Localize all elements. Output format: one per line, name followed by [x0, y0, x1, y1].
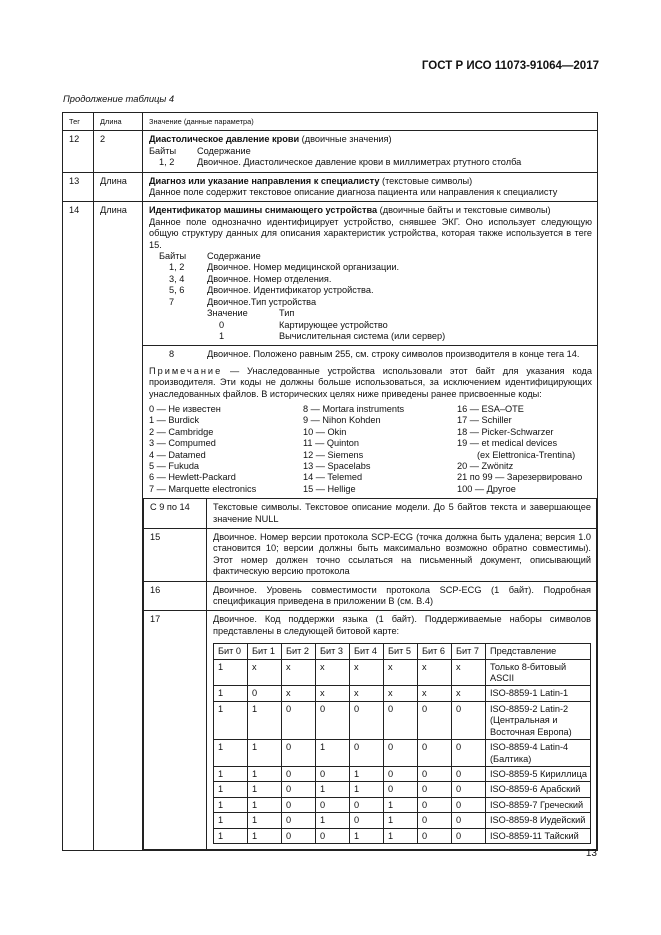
byte-key: 8	[169, 349, 175, 360]
subtable-row	[144, 499, 597, 529]
byte-8-row	[159, 349, 592, 360]
byte-value: Двоичное. Номер отделения.	[207, 273, 332, 284]
code-item: 3 — Compumed	[149, 438, 216, 449]
bitmap-bit: 1	[350, 782, 384, 797]
bitmap-bit: 0	[282, 782, 316, 797]
byte-key: 7	[169, 296, 175, 307]
note-label: Примечание	[149, 365, 223, 376]
bitmap-bit: 0	[452, 701, 486, 739]
bitmap-bit: 0	[282, 828, 316, 843]
bitmap-bit: 0	[452, 797, 486, 812]
code-item: 14 — Telemed	[303, 472, 363, 483]
bitmap-bit: 1	[248, 766, 282, 781]
type-value: 1	[219, 330, 225, 341]
bitmap-bit: 0	[452, 782, 486, 797]
language-bitmap-table	[213, 643, 591, 844]
bitmap-bit: 0	[418, 797, 452, 812]
bitmap-bit: 0	[418, 828, 452, 843]
bitmap-row	[214, 686, 591, 701]
content-header: Содержание	[207, 251, 261, 262]
bitmap-bit: 0	[282, 813, 316, 828]
byte-8-block	[143, 345, 597, 498]
document-standard-header: ГОСТ Р ИСО 11073-91064—2017	[421, 60, 599, 72]
byte-key: 5, 6	[169, 285, 185, 296]
bitmap-representation: ISO-8859-2 Latin-2 (Центральная и Восточная Европа)	[486, 701, 591, 739]
byte-description: Текстовые символы. Текстовое описание модели. До 5 байтов текста и завершающее значение NULL	[207, 499, 597, 529]
bitmap-bit: 0	[350, 797, 384, 812]
bitmap-bit: 0	[282, 797, 316, 812]
bitmap-bit: 0	[384, 740, 418, 767]
code-item: (ex Elettronica-Trentina)	[477, 449, 576, 460]
byte-value: Двоичное. Номер медицинской организации.	[207, 262, 400, 273]
codes-column-1	[149, 404, 303, 495]
byte-range: 16	[144, 581, 207, 611]
code-item: 18 — Picker-Schwarzer	[457, 426, 554, 437]
bitmap-bit: 0	[350, 813, 384, 828]
bitmap-bit: 1	[248, 797, 282, 812]
bitmap-row	[214, 797, 591, 812]
codes-column-2	[303, 404, 457, 495]
bitmap-bit: 0	[384, 766, 418, 781]
bytes-header: Байты	[149, 145, 177, 156]
bitmap-header: Бит 7	[452, 644, 486, 659]
bitmap-bit: 1	[384, 797, 418, 812]
type-name: Вычислительная система (или сервер)	[279, 330, 446, 341]
byte-key: 1, 2	[159, 157, 175, 168]
bitmap-bit: 1	[384, 813, 418, 828]
bitmap-bit: 0	[384, 701, 418, 739]
bitmap-bit: 1	[214, 740, 248, 767]
bitmap-representation: ISO-8859-6 Арабский	[486, 782, 591, 797]
code-item: 1 — Burdick	[149, 415, 200, 426]
bitmap-bit: x	[248, 659, 282, 686]
byte-value: Двоичное. Положено равным 255, см. строку символов производителя в конце тега 14.	[207, 349, 580, 360]
byte-value: Двоичное. Диастолическое давление крови в миллиметрах ртутного столба	[197, 157, 522, 168]
codes-column-3	[457, 404, 592, 495]
bitmap-bit: 1	[316, 740, 350, 767]
byte-description	[207, 611, 597, 850]
code-item: 19 — et medical devices	[457, 438, 558, 449]
byte-range: 15	[144, 529, 207, 582]
bitmap-row	[214, 701, 591, 739]
code-item: 100 — Другое	[457, 483, 516, 494]
column-header-length: Длина	[94, 113, 143, 131]
code-item: 10 — Okin	[303, 426, 347, 437]
row-title-suffix: (двоичные байты и текстовые символы)	[377, 205, 551, 216]
bitmap-bit: 0	[316, 701, 350, 739]
tag-cell: 14	[63, 202, 94, 851]
tag14-intro-block	[143, 202, 597, 345]
language-support-text: Двоичное. Код поддержки языка (1 байт). Поддерживаемые наборы символов представлены в следующей битовой карте:	[213, 614, 591, 636]
value-cell	[143, 202, 598, 851]
bitmap-row	[214, 766, 591, 781]
byte-range: 17	[144, 611, 207, 850]
byte-description: Двоичное. Номер версии протокола SCP-ECG (точка должна быть удалена; версия 1.0 становится 10; версии должны быть максимально возможно обратно совместимы). Этот номер должен точно ссылаться на письменный документ, описывающий фактическую версию протокола	[207, 529, 597, 582]
content-header: Содержание	[197, 145, 251, 156]
bitmap-bit: 0	[316, 766, 350, 781]
row-title-suffix: (двоичные значения)	[299, 134, 392, 145]
bitmap-bit: 0	[282, 701, 316, 739]
byte-key: 3, 4	[169, 273, 185, 284]
type-header: Тип	[279, 308, 295, 319]
subtable-row	[144, 581, 597, 611]
value-header: Значение	[207, 308, 248, 319]
bitmap-bit: 0	[384, 782, 418, 797]
value-cell	[143, 131, 598, 172]
bitmap-header: Бит 5	[384, 644, 418, 659]
row-title-suffix: (текстовые символы)	[379, 175, 473, 186]
bitmap-representation: ISO-8859-7 Греческий	[486, 797, 591, 812]
code-item: 5 — Fukuda	[149, 460, 200, 471]
bitmap-bit: 1	[248, 782, 282, 797]
bytes-header: Байты	[159, 251, 187, 262]
bitmap-representation: ISO-8859-5 Кириллица	[486, 766, 591, 781]
code-item: 7 — Marquette electronics	[149, 483, 257, 494]
bitmap-bit: 1	[214, 828, 248, 843]
column-header-tag: Тег	[63, 113, 94, 131]
code-item: 9 — Nihon Kohden	[303, 415, 381, 426]
bitmap-bit: 0	[316, 797, 350, 812]
bitmap-bit: x	[418, 686, 452, 701]
bitmap-header-row	[214, 644, 591, 659]
code-item: 4 — Datamed	[149, 449, 206, 460]
bitmap-bit: x	[452, 686, 486, 701]
bitmap-bit: 0	[282, 740, 316, 767]
bitmap-header: Бит 6	[418, 644, 452, 659]
byte-description: Двоичное. Уровень совместимости протокола SCP-ECG (1 байт). Подробная спецификация приведена в приложении В (см. В.4)	[207, 581, 597, 611]
code-item: 13 — Spacelabs	[303, 460, 371, 471]
bitmap-header: Бит 3	[316, 644, 350, 659]
byte-subtable	[143, 498, 597, 850]
bitmap-bit: x	[316, 659, 350, 686]
value-cell	[143, 172, 598, 202]
bitmap-bit: 1	[248, 740, 282, 767]
column-header-value: Значение (данные параметра)	[143, 113, 598, 131]
bitmap-representation: ISO-8859-11 Тайский	[486, 828, 591, 843]
tag-cell: 13	[63, 172, 94, 202]
row-title	[149, 205, 592, 216]
subtable-row	[144, 611, 597, 850]
bitmap-bit: 0	[452, 766, 486, 781]
type-value: 0	[219, 319, 225, 330]
bitmap-bit: 0	[452, 813, 486, 828]
bitmap-row	[214, 659, 591, 686]
table-row-tag-13	[63, 172, 598, 202]
bitmap-bit: 1	[214, 782, 248, 797]
bitmap-bit: 1	[248, 701, 282, 739]
bitmap-bit: x	[282, 659, 316, 686]
bitmap-bit: 0	[418, 782, 452, 797]
device-type-table	[149, 308, 592, 342]
bitmap-header: Бит 4	[350, 644, 384, 659]
bitmap-header: Бит 2	[282, 644, 316, 659]
page-number: 13	[585, 848, 597, 859]
bitmap-bit: 0	[248, 686, 282, 701]
table-header-row	[63, 113, 598, 131]
bitmap-header: Бит 1	[248, 644, 282, 659]
code-item: 16 — ESA–OTE	[457, 403, 524, 414]
code-item: 17 — Schiller	[457, 415, 512, 426]
table-row-tag-12	[63, 131, 598, 172]
byte-value: Двоичное. Идентификатор устройства.	[207, 285, 374, 296]
bitmap-header: Представление	[486, 644, 591, 659]
bitmap-bit: x	[350, 659, 384, 686]
bitmap-header: Бит 0	[214, 644, 248, 659]
row-title-bold: Идентификатор машины снимающего устройства	[149, 205, 378, 216]
bitmap-bit: x	[384, 659, 418, 686]
byte-content-list	[159, 251, 592, 308]
row-title-bold: Диастолическое давление крови	[149, 134, 300, 145]
bitmap-bit: x	[350, 686, 384, 701]
bitmap-bit: x	[418, 659, 452, 686]
manufacturer-note	[149, 366, 592, 400]
bitmap-bit: 0	[418, 701, 452, 739]
code-item: 0 — Не известен	[149, 403, 221, 414]
type-name: Картирующее устройство	[279, 319, 388, 330]
bitmap-bit: x	[282, 686, 316, 701]
row-description: Данное поле однозначно идентифицирует устройство, снявшее ЭКГ. Оно использует следующую общую структуру данных для описания характеристик устройства, которая также используется в теге 15.	[149, 216, 592, 250]
table-row-tag-14	[63, 202, 598, 851]
subtable-row	[144, 529, 597, 582]
code-item: 6 — Hewlett-Packard	[149, 472, 236, 483]
byte-content-list	[149, 146, 592, 169]
tag-cell: 12	[63, 131, 94, 172]
bitmap-bit: 0	[282, 766, 316, 781]
bitmap-bit: 1	[316, 782, 350, 797]
bitmap-bit: 1	[214, 797, 248, 812]
bitmap-bit: 1	[214, 766, 248, 781]
bitmap-bit: 0	[418, 740, 452, 767]
bitmap-bit: 1	[214, 686, 248, 701]
length-cell: Длина	[94, 172, 143, 202]
bitmap-row	[214, 740, 591, 767]
bitmap-bit: 0	[418, 766, 452, 781]
bitmap-bit: x	[384, 686, 418, 701]
bitmap-bit: 0	[418, 813, 452, 828]
bitmap-bit: 0	[316, 828, 350, 843]
byte-value: Двоичное.Тип устройства	[207, 296, 317, 307]
bitmap-bit: 1	[214, 813, 248, 828]
manufacturer-codes	[149, 404, 592, 495]
row-description: Данное поле содержит текстовое описание диагноза пациента или направления к специалисту	[149, 187, 558, 198]
bitmap-representation: ISO-8859-8 Иудейский	[486, 813, 591, 828]
bitmap-bit: 1	[248, 813, 282, 828]
bitmap-representation: ISO-8859-4 Latin-4 (Балтика)	[486, 740, 591, 767]
byte-range: С 9 по 14	[144, 499, 207, 529]
code-item: 15 — Hellige	[303, 483, 356, 494]
row-title-bold: Диагноз или указание направления к специалисту	[149, 175, 380, 186]
bitmap-bit: 1	[350, 828, 384, 843]
bitmap-bit: 1	[384, 828, 418, 843]
code-item: 12 — Siemens	[303, 449, 364, 460]
bitmap-bit: 0	[350, 740, 384, 767]
bitmap-bit: 1	[214, 659, 248, 686]
bitmap-representation: Только 8-битовый ASCII	[486, 659, 591, 686]
bitmap-row	[214, 782, 591, 797]
row-title	[149, 134, 592, 145]
length-cell: 2	[94, 131, 143, 172]
bitmap-representation: ISO-8859-1 Latin-1	[486, 686, 591, 701]
code-item: 20 — Zwönitz	[457, 460, 514, 471]
byte-key: 1, 2	[169, 262, 185, 273]
bitmap-bit: 0	[350, 701, 384, 739]
bitmap-bit: 1	[214, 701, 248, 739]
row-title	[149, 176, 592, 187]
code-item: 8 — Mortara instruments	[303, 403, 405, 414]
code-item: 11 — Quinton	[303, 438, 360, 449]
code-item: 2 — Cambridge	[149, 426, 214, 437]
bitmap-bit: x	[452, 659, 486, 686]
bitmap-row	[214, 828, 591, 843]
parameter-table	[62, 112, 598, 851]
bitmap-bit: 1	[316, 813, 350, 828]
note-text: — Унаследованные устройства использовали этот байт для указания кода производителя. Эти коды не должны больше использоваться, за исключением идентифицирующих унаследованных файлов. В исторических целях ниже приведены ранее присвоенные коды:	[149, 365, 592, 399]
bitmap-bit: 0	[452, 828, 486, 843]
bitmap-bit: 1	[350, 766, 384, 781]
bitmap-bit: 0	[452, 740, 486, 767]
bitmap-bit: x	[316, 686, 350, 701]
bitmap-bit: 1	[248, 828, 282, 843]
length-cell: Длина	[94, 202, 143, 851]
code-item: 21 по 99 — Зарезервировано	[457, 472, 583, 483]
table-continuation-caption: Продолжение таблицы 4	[63, 93, 175, 104]
bitmap-row	[214, 813, 591, 828]
bitmap-body	[214, 659, 591, 843]
